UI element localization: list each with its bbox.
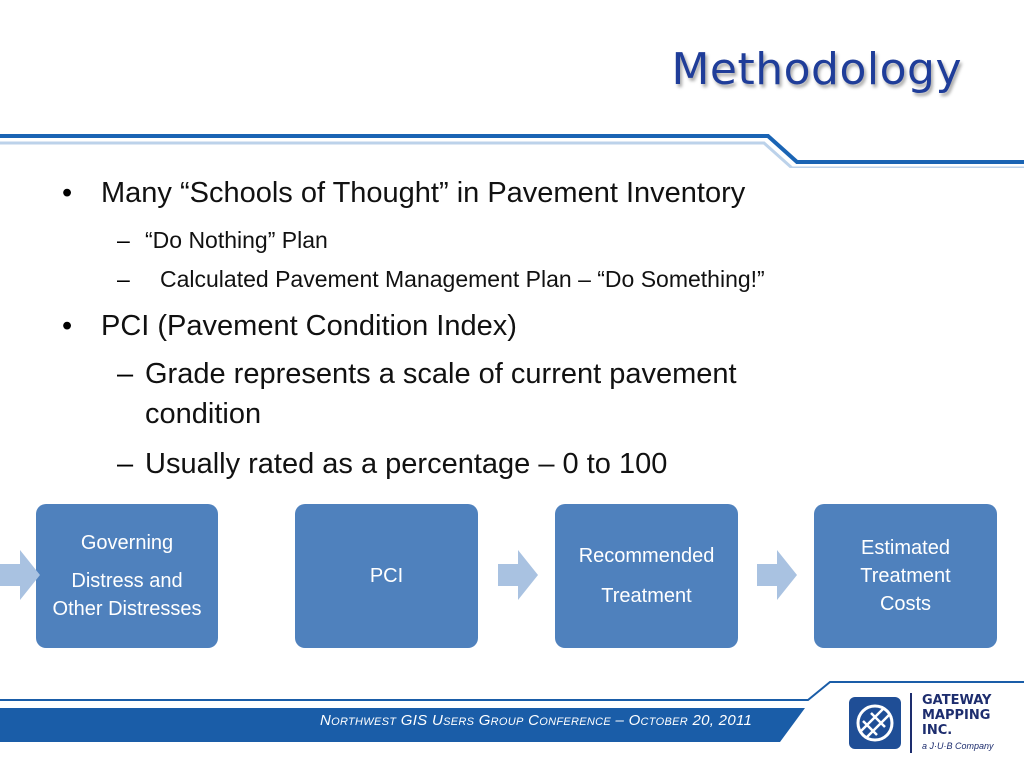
slide-title: Methodology	[671, 44, 962, 95]
company-logo-name	[922, 693, 991, 738]
bullet-item: Many “Schools of Thought” in Pavement Inventory	[101, 177, 746, 209]
bullet-marker: •	[62, 310, 73, 342]
flow-box-text: Governing	[80, 532, 174, 554]
sub-bullet-item: “Do Nothing” Plan	[145, 227, 328, 253]
logo-tagline: a J·U·B Company	[922, 741, 994, 751]
flow-box-estimated-costs	[814, 504, 997, 648]
sub-bullet-continuation: condition	[145, 398, 262, 430]
flow-box-text: Treatment	[601, 585, 692, 607]
flow-box-text: Distress and Other Distresses	[52, 570, 202, 620]
sub-bullet-marker: –	[117, 266, 130, 292]
right-arrow-icon	[498, 550, 538, 600]
flow-box-text: Estimated Treatment Costs	[860, 537, 951, 615]
logo-text-line: GATEWAY	[922, 693, 992, 708]
right-arrow-icon	[757, 550, 797, 600]
right-arrow-icon	[0, 550, 40, 600]
flow-box-text: Recommended	[578, 545, 715, 567]
logo-text-line: INC.	[922, 723, 953, 738]
logo-divider	[910, 693, 912, 753]
sub-bullet-marker: –	[117, 227, 130, 253]
flow-box-governing-distress	[36, 504, 218, 648]
sub-bullet-marker: –	[117, 358, 134, 390]
footer-conference-text: Northwest GIS Users Group Conference – October 20, 2011	[320, 712, 753, 729]
flow-box-pci	[295, 504, 478, 648]
logo-text-line: MAPPING	[922, 708, 991, 723]
bullet-marker: •	[62, 177, 73, 209]
sub-bullet-item: Calculated Pavement Management Plan – “Do Something!”	[160, 266, 765, 292]
bullet-item: PCI (Pavement Condition Index)	[101, 310, 517, 342]
sub-bullet-marker: –	[117, 448, 134, 480]
globe-grid-icon	[849, 697, 901, 749]
flow-box-text: PCI	[369, 565, 404, 587]
sub-bullet-item: Grade represents a scale of current pavement	[145, 358, 737, 390]
flow-box-recommended-treatment	[555, 504, 738, 648]
sub-bullet-item: Usually rated as a percentage – 0 to 100	[145, 448, 668, 480]
